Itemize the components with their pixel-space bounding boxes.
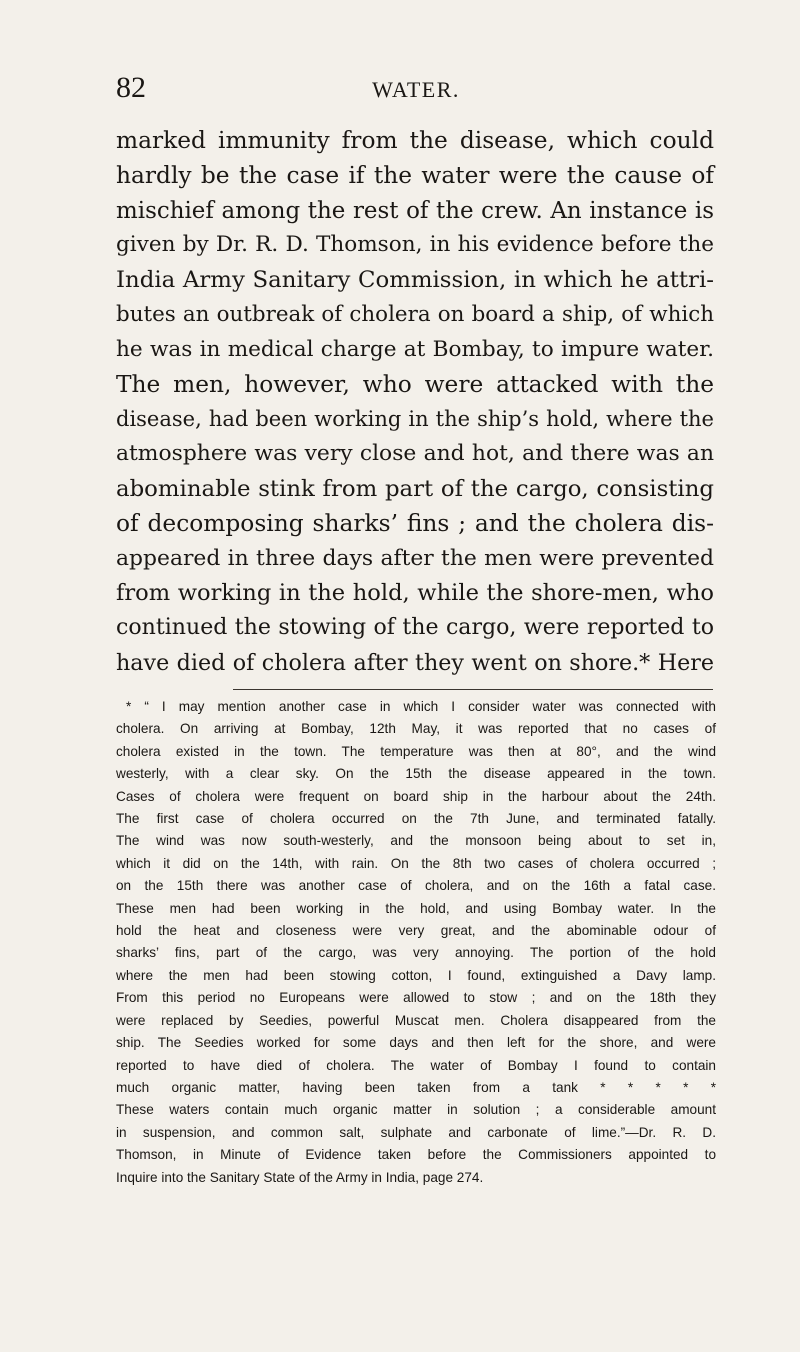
text-line: mischief among the rest of the crew. An instance is (116, 197, 714, 224)
text-line: appeared in three days after the men were prevented (116, 545, 714, 571)
text-line: continued the stowing of the cargo, were reported to (116, 615, 714, 641)
text-line: marked immunity from the disease, which could (116, 127, 714, 154)
footnote-line: These men had been working in the hold, and using Bombay water. In the (116, 900, 716, 916)
footnote-line: were replaced by Seedies, powerful Muscat men. Cholera disappeared from the (116, 1012, 716, 1028)
footnote-line: which it did on the 14th, with rain. On the 8th two cases of cholera occurred ; (116, 855, 716, 871)
text-line: India Army Sanitary Commission, in which he attri- (116, 267, 714, 294)
footnote-line: where the men had been stowing cotton, I found, extinguished a Davy lamp. (116, 967, 716, 983)
running-head (116, 72, 716, 104)
footnote-line: cholera existed in the town. The temperature was then at 80°, and the wind (116, 743, 716, 759)
footnote-line: From this period no Europeans were allowed to stow ; and on the 18th they (116, 990, 716, 1006)
text-line: butes an outbreak of cholera on board a ship, of which (116, 301, 714, 327)
footnote-line: Cases of cholera were frequent on board ship in the harbour about the 24th. (116, 788, 716, 804)
text-line: from working in the hold, while the shore-men, who (116, 580, 714, 607)
footnote-line: Inquire into the Sanitary State of the Army in India, page 274. (116, 1169, 484, 1185)
main-paragraph (116, 124, 714, 681)
text-line: atmosphere was very close and hot, and there was an (116, 441, 714, 467)
text-line: of decomposing sharks’ fins ; and the cholera dis- (116, 509, 714, 537)
footnote-line: westerly, with a clear sky. On the 15th the disease appeared in the town. (116, 766, 716, 782)
chapter-title: WATER. (372, 77, 460, 102)
footnote-line: The first case of cholera occurred on the 7th June, and terminated fatally. (116, 811, 716, 827)
footnote-line: on the 15th there was another case of cholera, and on the 16th a fatal case. (116, 878, 716, 894)
footnote-line: These waters contain much organic matter in solution ; a considerable amount (116, 1102, 716, 1118)
text-line: hardly be the case if the water were the cause of (116, 161, 714, 189)
footnote-line: sharks’ fins, part of the cargo, was very annoying. The portion of the hold (116, 945, 716, 961)
text-line: abominable stink from part of the cargo, consisting (116, 475, 714, 502)
text-line: have died of cholera after they went on shore.* Here (116, 649, 714, 676)
footnote-line: The wind was now south-westerly, and the monsoon being about to set in, (116, 833, 716, 849)
footnote-line: cholera. On arriving at Bombay, 12th May, it was reported that no cases of (116, 721, 716, 737)
footnote-line: much organic matter, having been taken from a tank * * * * * (116, 1079, 716, 1095)
footnote-line: ship. The Seedies worked for some days and then left for the shore, and were (116, 1035, 716, 1051)
footnote-line: hold the heat and closeness were very great, and the abominable odour of (116, 923, 716, 939)
footnote-line: Thomson, in Minute of Evidence taken before the Commissioners appointed to (116, 1147, 716, 1163)
footnote-line: reported to have died of cholera. The water of Bombay I found to contain (116, 1057, 716, 1073)
footnote-divider (233, 689, 713, 690)
text-line: he was in medical charge at Bombay, to impure water. (116, 336, 714, 362)
page-number: 82 (116, 71, 146, 104)
text-line: disease, had been working in the ship’s hold, where the (116, 407, 714, 432)
footnote-line: * “ I may mention another case in which I consider water was connected with (126, 699, 716, 714)
text-line: given by Dr. R. D. Thomson, in his evidence before the (116, 232, 714, 258)
footnote (116, 696, 716, 1189)
text-line: The men, however, who were attacked with the (116, 370, 714, 398)
footnote-line: in suspension, and common salt, sulphate and carbonate of lime.”—Dr. R. D. (116, 1124, 716, 1140)
